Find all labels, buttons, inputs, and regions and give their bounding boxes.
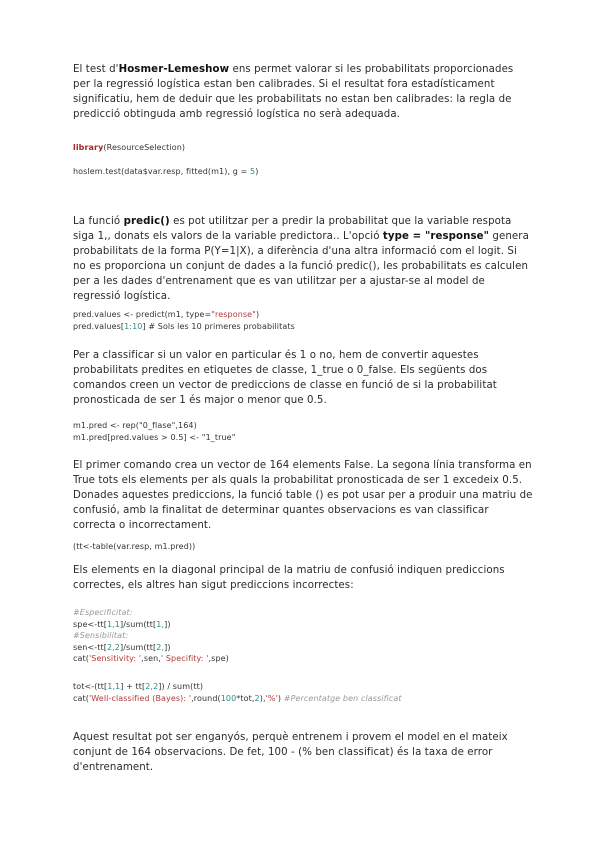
code-table: (tt<-table(var.resp, m1.pred))	[73, 542, 196, 551]
code-number: 100	[220, 693, 237, 703]
code-comment: #Especificitat:	[73, 608, 133, 617]
code-text: )	[255, 167, 259, 176]
code-line	[73, 309, 543, 321]
code-well-classified	[73, 681, 543, 704]
p1-text-c: ens permet valorar si les probabilitats proporcionades per la regressió logística estan ben calibrades. Si el resultat fora estadísticament significatiu, hem de deduir que les probabilitats no estan ben calibrades: la regla de predicció obtinguda amb regressió logística no serà adequada.	[73, 64, 514, 120]
p2-text-e: genera probabilitats de la forma P(Y=1|X), a diferència d'una altra informació com el logit. Si no es proporciona un conjunt de dades a la funció predic(), les probabilitats es calculen per a les dades d'entrenament que es van utilitzar per a ajustar-se al model de regressió logística.	[73, 231, 529, 302]
code-line	[73, 321, 543, 333]
code-sens-spec	[73, 607, 543, 665]
code-line	[73, 619, 543, 631]
code-keyword-library: library	[73, 143, 104, 152]
p2-text-c: es pot utilitzar per a predir la probabilitat que la variable respota siga 1,, donats els valors de la variable predictora.. L'opció	[73, 216, 512, 242]
code-string: "response"	[211, 310, 256, 319]
paragraph-diagonal: Els elements en la diagonal principal de la matriu de confusió indiquen prediccions correctes, els altres han sigut prediccions incorrectes:	[73, 565, 505, 591]
code-text: *tot,	[236, 693, 255, 703]
code-number: 2,2	[145, 682, 159, 691]
code-string: 'Sensitivity: '	[88, 654, 142, 663]
code-number: 1:10	[124, 321, 143, 331]
code-text: )	[277, 693, 284, 703]
p1-bold-term: Hosmer-Lemeshow	[118, 64, 230, 75]
code-text: ] + tt[	[120, 682, 146, 691]
code-text: ]) / sum(tt)	[158, 682, 204, 691]
code-hoslem-test	[73, 166, 543, 178]
code-line	[73, 681, 543, 693]
code-line	[73, 642, 543, 654]
code-number: 5	[250, 167, 256, 176]
code-number: 1,	[156, 619, 165, 629]
code-text: ),	[259, 693, 266, 703]
code-number: 1,1	[107, 682, 121, 691]
code-number: 2	[254, 693, 260, 703]
p1-text-a: El test d'	[73, 64, 119, 75]
paragraph-misleading: Aquest resultat pot ser enganyós, perquè entrenem i provem el model en el mateix conjunt de 164 observacions. De fet, 100 - (% ben classificat) és la taxa de error d'entrenament.	[73, 732, 508, 773]
code-line: m1.pred <- rep("0_flase",164)	[73, 421, 197, 430]
code-line	[73, 653, 543, 665]
code-m1-pred	[73, 420, 543, 443]
code-text: ] # Sols les 10 primeres probabilitats	[142, 321, 295, 331]
code-line: m1.pred[pred.values > 0.5] <- "1_true"	[73, 432, 236, 442]
code-text: cat(	[73, 654, 89, 663]
code-comment: #Percentatge ben classificat	[283, 693, 402, 703]
p2-text-a: La funció	[73, 216, 124, 227]
code-text: pred.values <- predict(m1, type=	[73, 310, 212, 319]
paragraph-first-command: El primer comando crea un vector de 164 elements False. La segona línia transforma en True tots els elements per als quals la probabilitat pronosticada de ser 1 excedeix 0.5. Donades aquestes prediccions, la funció table () es pot usar per a produir una matriu de confusió, amb la finalitat de determinar quantes observacions es van classificar correcta o incorrectament.	[73, 460, 533, 531]
code-text: tot<-(tt[	[73, 682, 108, 691]
code-text: cat(	[73, 693, 89, 703]
code-text: ])	[164, 619, 171, 629]
code-text: )	[255, 310, 260, 319]
p2-bold-type-response: type = "response"	[382, 231, 490, 242]
code-string: ' Specifity: '	[160, 654, 209, 663]
code-text: pred.values[	[73, 321, 125, 331]
code-string: 'Well-classified (Bayes): '	[88, 693, 192, 703]
code-comment: #Sensibilitat:	[73, 631, 129, 640]
code-text: spe<-tt[	[73, 619, 107, 629]
code-string: '%'	[265, 693, 278, 703]
code-text: sen<-tt[	[73, 642, 107, 652]
code-text: ]/sum(tt[	[119, 642, 157, 652]
code-text: ,spe)	[208, 654, 229, 663]
p2-bold-predic: predic()	[123, 216, 170, 227]
code-text: ,round(	[191, 693, 221, 703]
code-line	[73, 693, 543, 705]
paragraph-hosmer-lemeshow	[73, 62, 533, 122]
code-number: 2,2	[106, 642, 120, 652]
code-library-arg: (ResourceSelection)	[103, 143, 186, 152]
code-text: ]/sum(tt[	[119, 619, 157, 629]
code-number: 2,	[156, 642, 165, 652]
paragraph-predict	[73, 214, 533, 304]
code-text: ])	[164, 642, 171, 652]
code-text: ,sen,	[141, 654, 161, 663]
code-text: hoslem.test(data$var.resp, fitted(m1), g =	[73, 167, 250, 176]
code-number: 1,1	[106, 619, 120, 629]
code-pred-values	[73, 309, 543, 332]
paragraph-classify: Per a classificar si un valor en particular és 1 o no, hem de convertir aquestes probabilitats predites en etiquetes de classe, 1_true o 0_false. Els següents dos comandos creen un vector de prediccions de classe en funció de si la probabilitat pronosticada de ser 1 és major o menor que 0.5.	[73, 350, 497, 406]
code-library	[73, 142, 543, 154]
